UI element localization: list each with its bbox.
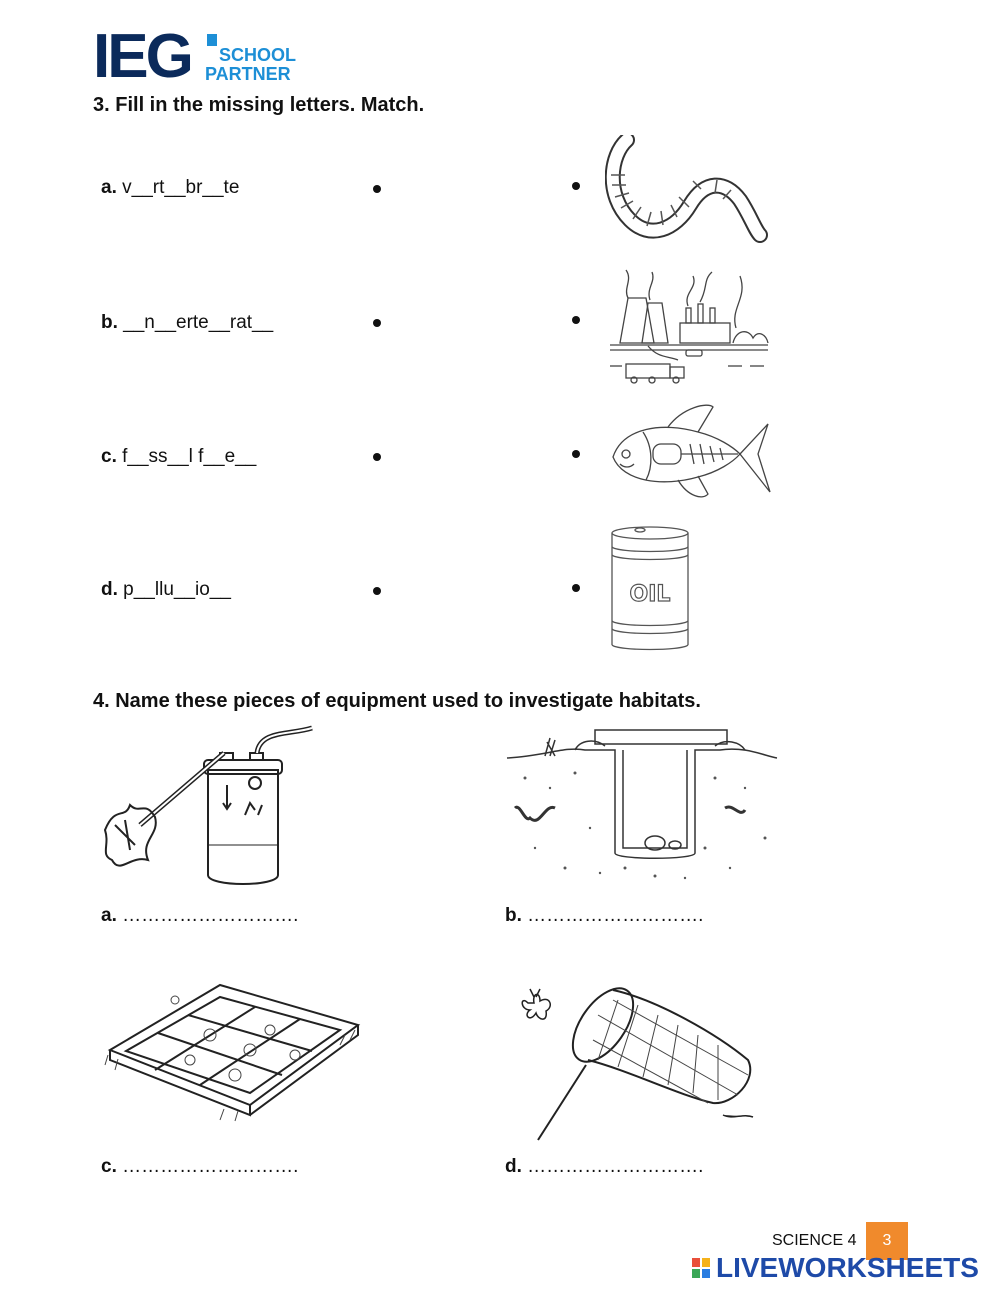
factory-pollution-image (608, 268, 770, 386)
item-text: p__llu__io__ (123, 579, 231, 600)
logo-line1: SCHOOL (219, 45, 297, 65)
answer-c[interactable] (101, 1156, 298, 1178)
item-text: f__ss__l f__e__ (122, 446, 257, 467)
logo-school-partner (205, 46, 296, 84)
answer-b[interactable] (505, 905, 703, 927)
match-dot-right-4[interactable] (572, 584, 580, 592)
footer-subject: SCIENCE 4 (772, 1232, 857, 1249)
logo-ieg: IEG (93, 22, 191, 91)
match-dot-left-b[interactable] (373, 319, 381, 327)
worm-image (605, 135, 770, 245)
match-dot-right-1[interactable] (572, 182, 580, 190)
answer-dots[interactable]: ………………………. (527, 905, 704, 926)
answer-dots[interactable]: ………………………. (527, 1156, 704, 1177)
answer-letter: c. (101, 1156, 117, 1177)
section4-title: 4. Name these pieces of equipment used to investigate habitats. (93, 690, 701, 712)
section3-title: 3. Fill in the missing letters. Match. (93, 94, 425, 116)
answer-dots[interactable]: ………………………. (122, 1156, 299, 1177)
pooter-image (100, 725, 325, 895)
answer-dots[interactable]: ………………………. (122, 905, 299, 926)
match-item-c (101, 446, 256, 468)
item-letter: d. (101, 579, 118, 600)
item-text: v__rt__br__te (122, 177, 240, 198)
fish-skeleton-image (608, 402, 773, 502)
answer-letter: a. (101, 905, 117, 926)
answer-letter: d. (505, 1156, 522, 1177)
page-number: 3 (866, 1222, 908, 1260)
match-dot-left-d[interactable] (373, 587, 381, 595)
item-text: __n__erte__rat__ (123, 312, 274, 333)
pitfall-trap-image (505, 728, 780, 890)
match-item-d (101, 579, 231, 601)
quadrat-image (100, 975, 365, 1125)
logo-flag-icon (207, 34, 217, 46)
sweep-net-image (518, 985, 768, 1145)
match-dot-left-c[interactable] (373, 453, 381, 461)
logo-line2: PARTNER (205, 64, 291, 84)
oil-barrel-image (608, 525, 693, 655)
match-dot-right-2[interactable] (572, 316, 580, 324)
answer-letter: b. (505, 905, 522, 926)
item-letter: a. (101, 177, 117, 198)
answer-a[interactable] (101, 905, 298, 927)
barrel-label: OIL (629, 582, 671, 607)
match-item-a (101, 177, 239, 199)
answer-d[interactable] (505, 1156, 703, 1178)
match-item-b (101, 312, 273, 334)
match-dot-left-a[interactable] (373, 185, 381, 193)
footer-brand[interactable]: LIVEWORKSHEETS (716, 1252, 979, 1283)
liveworksheets-logo-icon (692, 1258, 710, 1278)
match-dot-right-3[interactable] (572, 450, 580, 458)
item-letter: c. (101, 446, 117, 467)
item-letter: b. (101, 312, 118, 333)
